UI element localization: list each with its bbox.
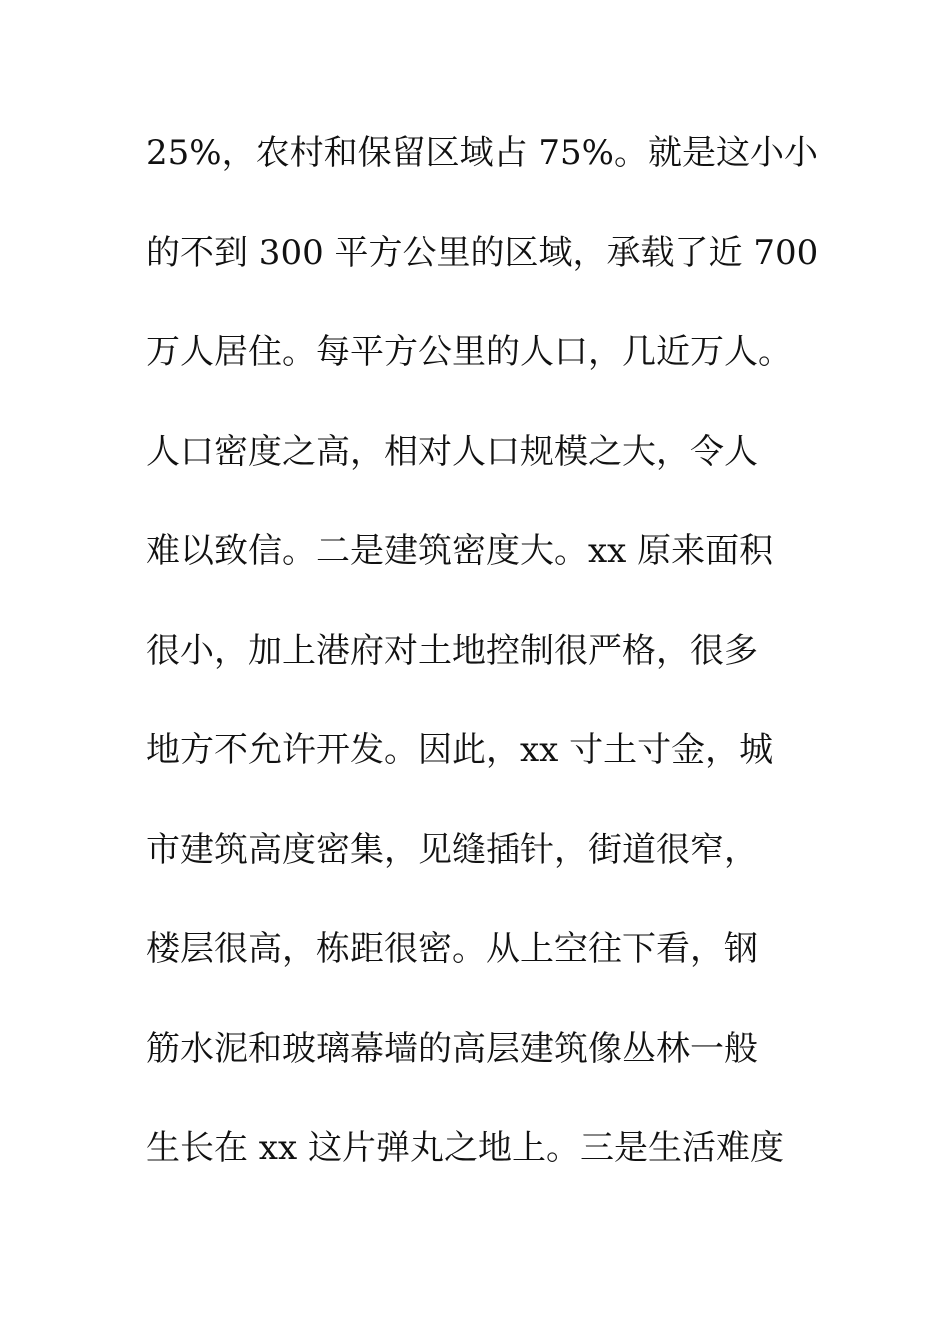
text-line: 很小，加上港府对土地控制很严格，很多 <box>146 630 758 671</box>
text-line: 万人居住。每平方公里的人口，几近万人。 <box>146 332 792 372</box>
text-line: 25%，农村和保留区域占 75%。就是这小小 <box>146 133 818 173</box>
text-line: 地方不允许开发。因此，xx 寸土寸金，城 <box>146 730 774 770</box>
text-line: 的不到 300 平方公里的区域，承载了近 700 <box>146 232 819 273</box>
text-line: 楼层很高，栋距很密。从上空往下看，钢 <box>146 929 758 969</box>
body-text <box>146 122 826 1217</box>
text-line: 生长在 xx 这片弹丸之地上。三是生活难度 <box>146 1128 784 1168</box>
text-line: 人口密度之高，相对人口规模之大，令人 <box>146 431 758 472</box>
text-line: 难以致信。二是建筑密度大。xx 原来面积 <box>146 531 774 571</box>
text-line: 筋水泥和玻璃幕墙的高层建筑像丛林一般 <box>146 1028 758 1069</box>
text-line: 市建筑高度密集，见缝插针，街道很窄， <box>146 829 758 870</box>
